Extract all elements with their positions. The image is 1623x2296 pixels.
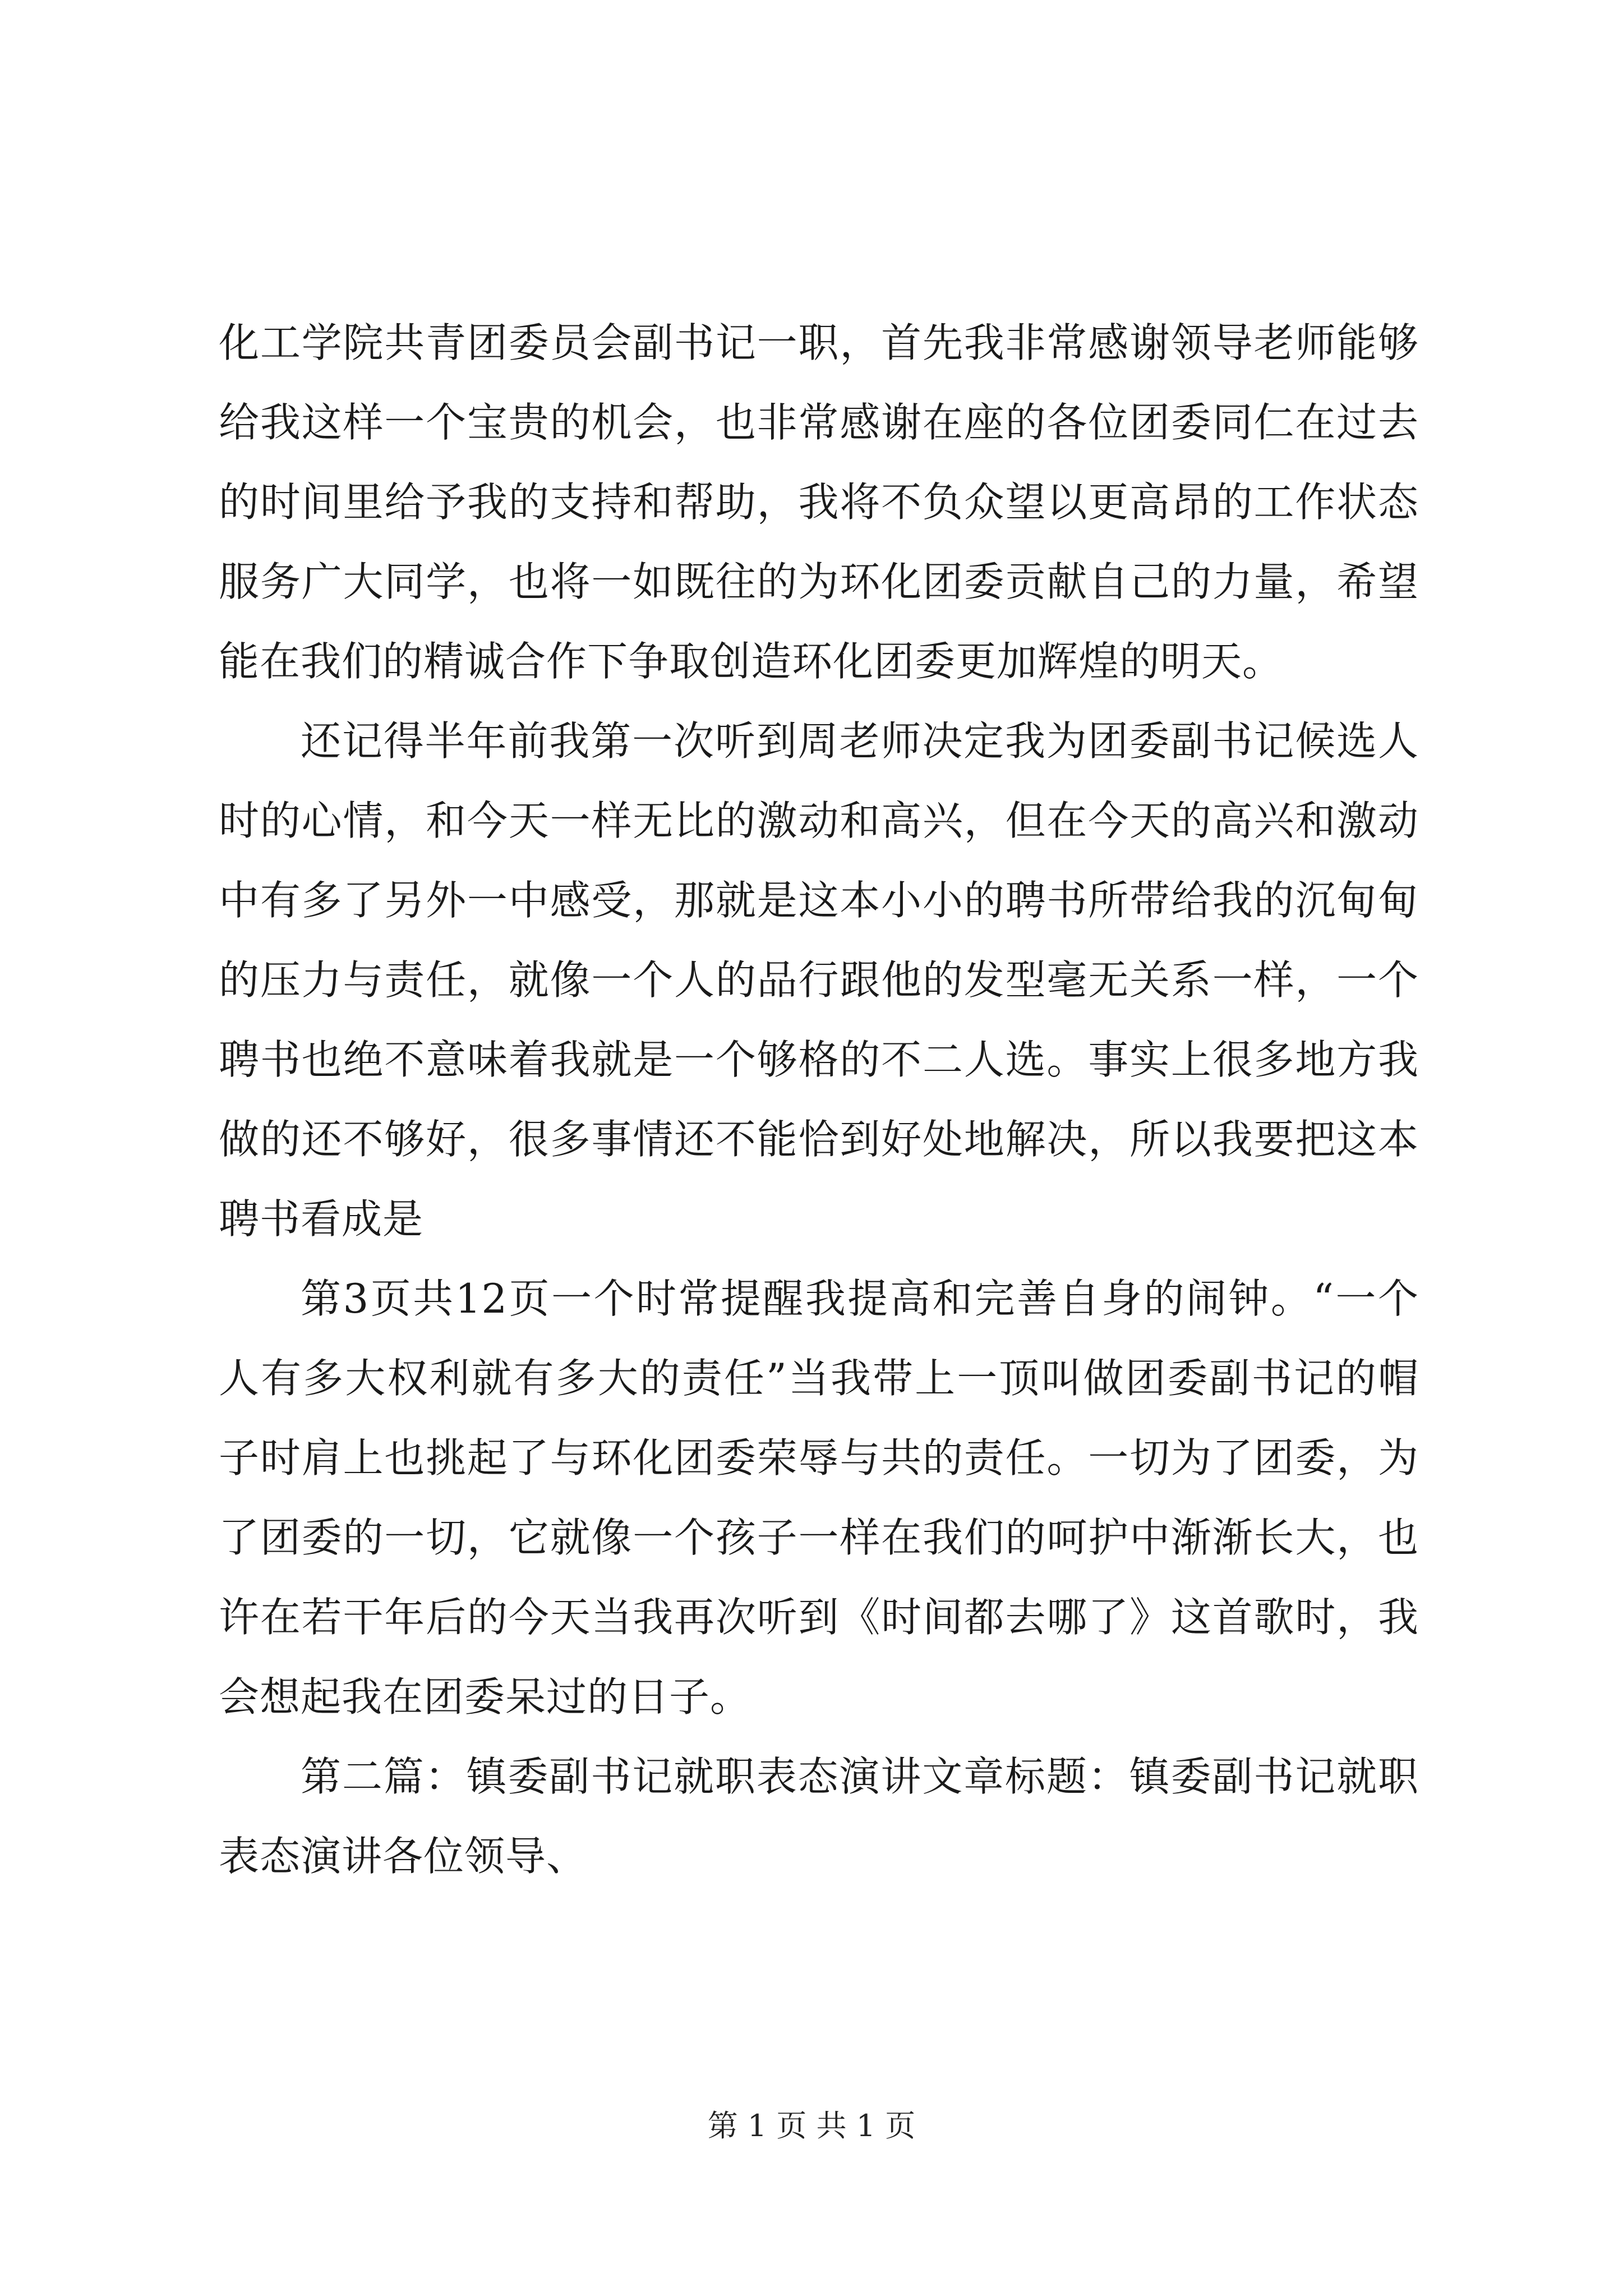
page-footer: 第 1 页 共 1 页 [707,2108,916,2143]
paragraph-3: 第3页共12页一个时常提醒我提高和完善自身的闹钟。“一个人有多大权利就有多大的责任”当我带上一顶叫做团委副书记的帽子时肩上也挑起了与环化团委荣辱与共的责任。一切为了团委，为了团委的一切，它就像一个孩子一样在我们的呵护中渐渐长大，也许在若干年后的今天当我再次听到《时间都去哪了》这首歌时，我会想起我在团委呆过的日子。 [219,1275,1419,1720]
paragraph-2: 还记得半年前我第一次听到周老师决定我为团委副书记候选人时的心情，和今天一样无比的激动和高兴，但在今天的高兴和激动中有多了另外一中感受，那就是这本小小的聘书所带给我的沉甸甸的压力与责任，就像一个人的品行跟他的发型毫无关系一样，一个聘书也绝不意味着我就是一个够格的不二人选。事实上很多地方我做的还不够好，很多事情还不能恰到好处地解决，所以我要把这本聘书看成是 [219,717,1419,1243]
document-body [219,303,1419,1896]
paragraph-1: 化工学院共青团委员会副书记一职，首先我非常感谢领导老师能够给我这样一个宝贵的机会，也非常感谢在座的各位团委同仁在过去的时间里给予我的支持和帮助，我将不负众望以更高昂的工作状态服务广大同学，也将一如既往的为环化团委贡献自己的力量，希望能在我们的精诚合作下争取创造环化团委更加辉煌的明天。 [219,319,1419,685]
paragraph-4: 第二篇：镇委副书记就职表态演讲文章标题：镇委副书记就职表态演讲各位领导、 [219,1753,1419,1880]
